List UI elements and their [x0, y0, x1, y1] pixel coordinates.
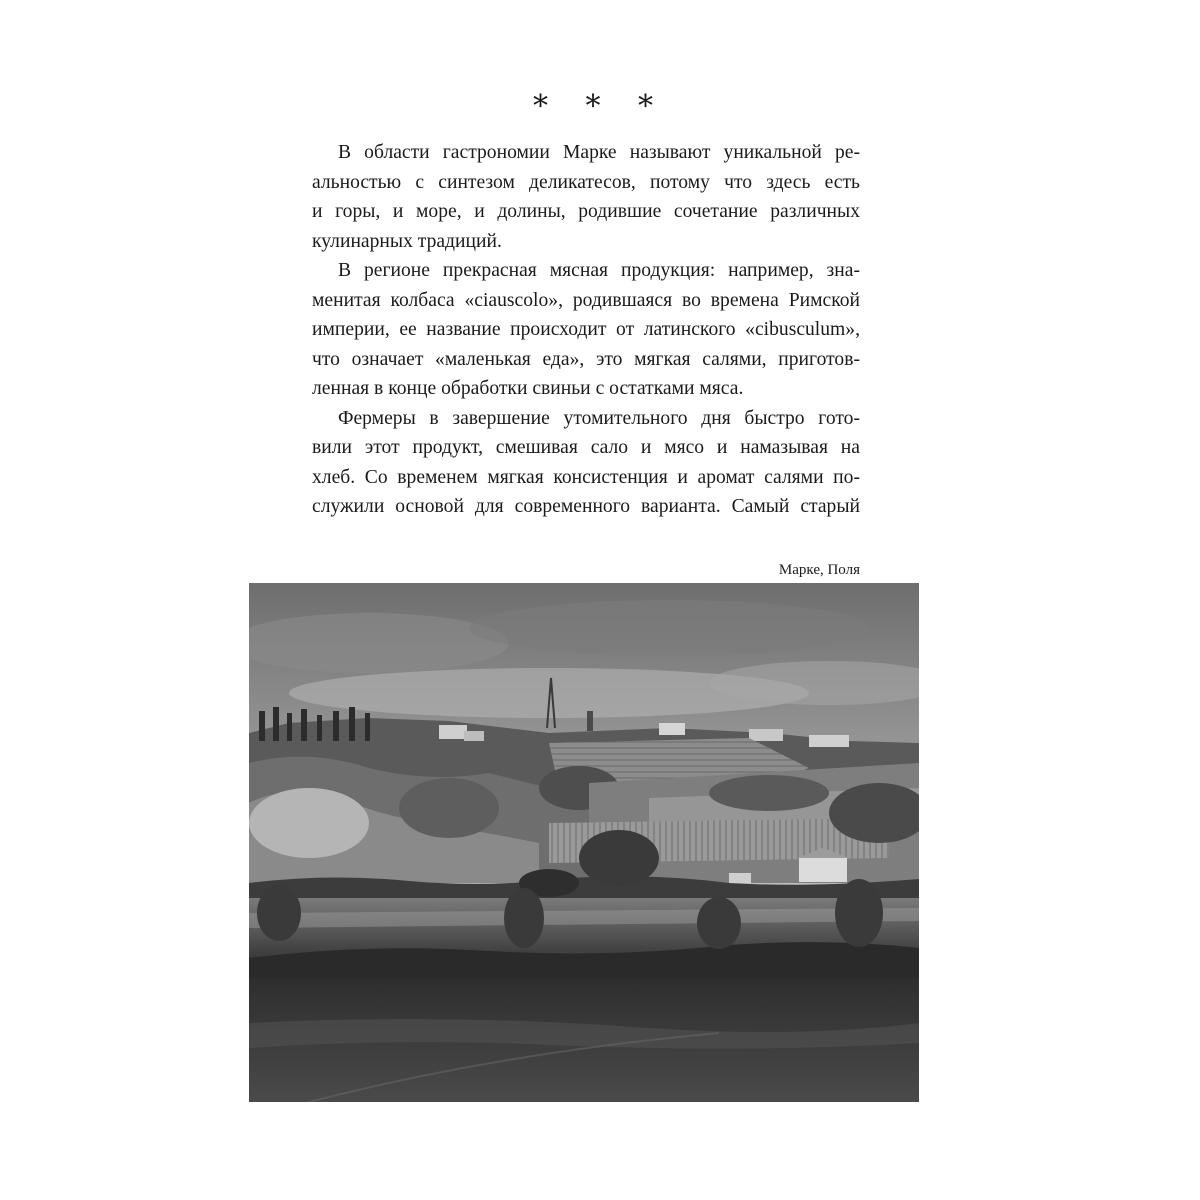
paragraph-1-line-2: альностью с синтезом деликатесов, потому что здесь есть: [312, 171, 860, 193]
paragraph-2-line-2: менитая колбаса «ciauscolo», родившаяся во времена Римской: [312, 289, 860, 311]
paragraph-3-line-2: вили этот продукт, смешивая сало и мясо и намазывая на: [312, 437, 860, 458]
section-separator: * * *: [532, 89, 668, 124]
paragraph-3-line-3: хлеб. Со временем мягкая консистенция и аромат салями по-: [312, 466, 860, 488]
paragraph-3-line-1: Фермеры в завершение утомительного дня быстро гото-: [338, 407, 860, 429]
paragraph-2-line-3: империи, ее название происходит от латинского «cibusculum»,: [312, 319, 860, 340]
photo-caption: Марке, Поля: [778, 562, 860, 578]
paragraph-2-line-4: что означает «маленькая еда», это мягкая салями, приготов-: [312, 348, 860, 370]
paragraph-2-line-5: ленная в конце обработки свиньи с остатками мяса.: [312, 378, 744, 399]
paragraph-1-line-4: кулинарных традиций.: [312, 230, 502, 252]
paragraph-1-line-3: и горы, и море, и долины, родившие сочетание различных: [312, 201, 860, 222]
paragraph-3-line-4: служили основой для современного варианта. Самый старый: [312, 496, 860, 517]
paragraph-1-line-1: В области гастрономии Марке называют уникальной ре-: [338, 142, 860, 163]
body-text: [312, 138, 860, 522]
paragraph-2-line-1: В регионе прекрасная мясная продукция: например, зна-: [338, 260, 860, 281]
landscape-photo: [249, 583, 919, 1102]
